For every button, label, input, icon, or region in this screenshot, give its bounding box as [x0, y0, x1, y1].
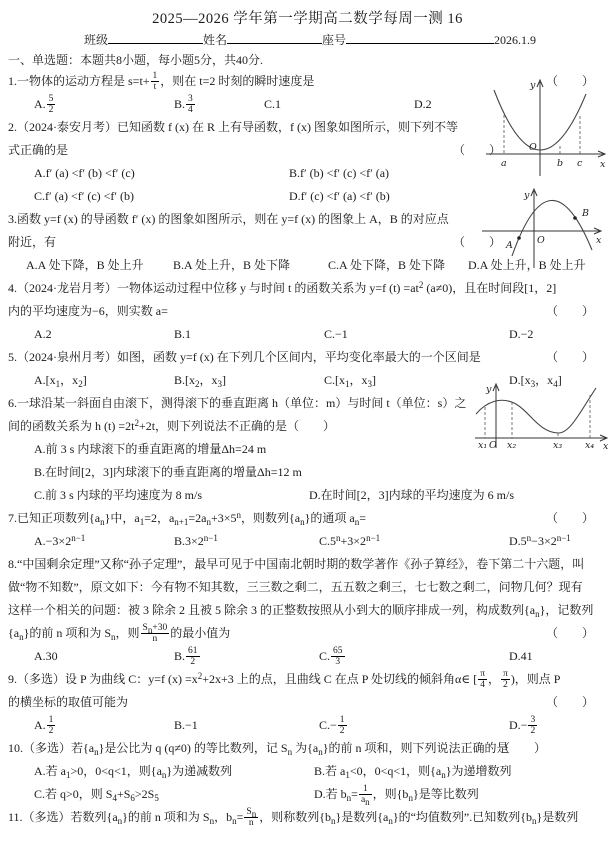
section-1-heading: 一、单选题：本题共8小题，每小题5分，共40分. — [8, 53, 264, 67]
q2-option-a: A.f′ (a) <f′ (b) <f′ (c) — [34, 166, 135, 180]
q1-text: 1.一物体的运动方程是 s=t+ $\frac{1}{t}$ ，则在 t=2 时刻的瞬时速度是 — [8, 70, 315, 92]
q5-graph-x-label: x — [603, 441, 609, 452]
q5-graph-tick-x3: x₃ — [553, 440, 563, 451]
question-4-stem-line1 — [8, 277, 607, 300]
question-10-stem — [8, 737, 607, 760]
name-blank-line — [227, 30, 322, 44]
question-9-stem-line2 — [8, 691, 607, 714]
q9-option-a: A. $\frac{1}{2}$ — [34, 714, 54, 736]
question-10-options-row2 — [8, 783, 607, 806]
q2-graph-y-label: y — [530, 80, 536, 91]
q4-text-2: 内的平均速度为−6，则实数 a= — [8, 304, 168, 318]
q8-text-4: $\{a_n\}$的前 n 项和为 $S_n$，则 $\frac{S_n+30}{n}$ 的最小值为 — [8, 622, 231, 644]
seat-blank-line — [346, 30, 494, 44]
q1-option-b: B. $\frac{3}{4}$ — [174, 93, 193, 115]
question-8-stem-line1 — [8, 553, 607, 576]
q3-option-b: B.A 处上升，B 处下降 — [173, 258, 291, 272]
q8-text-3: 这样一个相关的问题：被 3 除余 2 且被 5 除余 3 的正整数按照从小到大的顺序排成一列，构成数列$\{a_n\}$，记数列 — [8, 603, 594, 619]
q5-answer-brackets: （ ） — [546, 350, 595, 364]
q6-text-1: 6.一球沿某一斜面自由滚下，测得滚下的垂直距离 h（单位：m）与时间 t（单位：s）之 — [8, 396, 467, 410]
q5-option-c: $C.[x_1$，$x_3$] — [324, 373, 377, 389]
q8-answer-brackets: （ ） — [546, 626, 595, 640]
q7-option-b: $B.3\times 2^{n-1}$ — [174, 533, 218, 548]
question-11-stem — [8, 806, 607, 829]
q1-option-c: C.1 — [264, 97, 282, 111]
question-4-options — [8, 323, 607, 346]
question-8-options — [8, 645, 607, 668]
q1-option-a: A. $\frac{5}{2}$ — [34, 93, 54, 115]
q2-option-d: D.f′ (c) <f′ (a) <f′ (b) — [289, 189, 390, 203]
q2-graph-origin-label: O — [529, 142, 537, 153]
q2-graph-tick-c: c — [577, 158, 583, 169]
q10-option-d: D.若 $b_n=$ $\frac{1}{a_n}$ ，则$\{b_n\}$是等比数列 — [314, 783, 479, 807]
q2-text-1: 2.（2024·泰安月考）已知函数 f (x) 在 R 上有导函数，f (x) 图象如图所示，则下列不等 — [8, 120, 458, 134]
question-5-stem — [8, 346, 607, 369]
q3-text-2: 附近，有 — [8, 235, 57, 249]
q3-graph-x-label: x — [596, 235, 602, 246]
name-label: 姓名 — [203, 33, 228, 47]
question-6-options-cd — [8, 484, 607, 507]
class-blank-line — [108, 30, 203, 44]
q9-text-1: 9.（多选）设 P 为曲线 C：y=f $(x) =x^2+2x+3$ 上的点，且曲线 C 在点 P 处切线的倾斜角α∈ [ $\frac{\pi}{4}$ ， $\frac{\pi}{2}$ )，则点 P — [8, 668, 561, 690]
q9-option-d: D.− $\frac{3}{2}$ — [509, 714, 536, 736]
question-9-options — [8, 714, 607, 737]
q9-option-c: C.− $\frac{1}{2}$ — [319, 714, 345, 736]
question-6-option-b — [8, 461, 607, 484]
question-7-options — [8, 530, 607, 553]
q5-option-a: $A.[x_1$，$x_2$] — [34, 373, 87, 389]
q3-graph-origin-label: O — [537, 235, 545, 246]
q4-option-d: D.−2 — [509, 327, 534, 341]
q6-option-d: D.在时间[2，3]内球的平均速度为 6 m/s — [309, 488, 514, 502]
question-8-stem-line3 — [8, 599, 607, 622]
q10-answer-brackets: （ ） — [498, 741, 547, 755]
q7-text: 7.已知正项数列$\{a_n\}$中，$a_1=2$，$a_{n+1}=2a_n+3\times 5^n$，则数列$\{a_n\}$的通项 $a_n=$ — [8, 510, 366, 527]
q2-option-b: B.f′ (b) <f′ (c) <f′ (a) — [289, 166, 390, 180]
q3-text-1: 3.函数 y=f (x) 的导函数 f′ (x) 的图象如图所示，则在 y=f (x) 的图象上 A，B 的对应点 — [8, 212, 449, 226]
q5-graph-tick-x2: x₂ — [507, 440, 517, 451]
q7-option-c: $C.5^n+3\times 2^{n-1}$ — [319, 533, 381, 548]
q3-graph-point-a: A — [506, 240, 513, 251]
question-7-stem — [8, 507, 607, 530]
q6-option-b: B.在时间[2，3]内球滚下的垂直距离的增量Δh=12 m — [34, 465, 302, 479]
q7-answer-brackets: （ ） — [546, 511, 595, 525]
q8-option-d: D.41 — [509, 649, 533, 663]
q8-text-1: 8.“中国剩余定理”又称“孙子定理”，最早可见于中国南北朝时期的数学著作《孙子算经》，卷下第二十六题，叫 — [8, 557, 585, 571]
q2-answer-brackets: （ ） — [453, 143, 502, 157]
q6-option-a: A.前 3 s 内球滚下的垂直距离的增量Δh=24 m — [34, 442, 267, 456]
q8-text-2: 做“物不知数”，原文如下：今有物不知其数，三三数之剩二，五五数之剩三，七七数之剩二，问物几何？现有 — [8, 580, 583, 594]
q1-option-d: D.2 — [414, 97, 432, 111]
q3-graph-y-label: y — [524, 190, 530, 201]
seat-label: 座号 — [322, 33, 347, 47]
page-title: 2025—2026 学年第一学期高二数学每周一测 16 — [152, 11, 463, 27]
q2-graph-tick-a: a — [501, 158, 507, 169]
q2-option-c: C.f′ (a) <f′ (c) <f′ (b) — [34, 189, 135, 203]
q10-text: 10.（多选）若$\{a_n\}$是公比为 q (q≠0) 的等比数列，记 $S_n$ 为$\{a_n\}$的前 n 项和，则下列说法正确的是 — [8, 741, 509, 757]
q5-text: 5.（2024·泉州月考）如图，函数 y=f (x) 在下列几个区间内，平均变化率最大的一个区间是 — [8, 350, 481, 364]
q3-option-c: C.A 处下降，B 处下降 — [328, 258, 446, 272]
q8-option-b: B. $\frac{61}{2}$ — [174, 645, 198, 667]
q2-graph-x-label: x — [600, 159, 606, 170]
q2-parabola-graph — [482, 76, 612, 184]
q8-option-c: C. $\frac{65}{3}$ — [319, 645, 343, 667]
q5-graph-tick-x4: x₄ — [585, 440, 595, 451]
q9-option-b: B.−1 — [174, 718, 198, 732]
question-4-stem-line2 — [8, 300, 607, 323]
exam-date: 2026.1.9 — [494, 33, 537, 47]
q4-option-a: A.2 — [34, 327, 52, 341]
q10-option-b: B.若 $a_1<0$，0<q<1，则$\{a_n\}$为递增数列 — [314, 764, 512, 780]
q5-average-rate-graph — [472, 382, 614, 458]
question-9-stem-line1 — [8, 668, 607, 691]
question-8-stem-line2 — [8, 576, 607, 599]
q4-answer-brackets: （ ） — [546, 304, 595, 318]
q10-option-c: C.若 q>0，则 $S_4+S_6>2S_5$ — [34, 787, 159, 803]
q3-derivative-graph — [478, 186, 610, 274]
header-fields — [8, 30, 607, 50]
q2-graph-tick-b: b — [557, 158, 564, 169]
q5-graph-tick-x1: x₁ — [478, 440, 488, 451]
class-label: 班级 — [84, 33, 109, 47]
q5-graph-y-label: y — [486, 384, 492, 395]
q5-graph-origin-label: O — [489, 440, 497, 451]
q2-text-2: 式正确的是 — [8, 143, 69, 157]
q3-graph-point-b: B — [582, 208, 589, 219]
q4-option-b: B.1 — [174, 327, 192, 341]
q11-text: 11.（多选）若数列$\{a_n\}$的前 n 项和为 $S_n$，$b_n=$ $\frac{S_n}{n}$ ，则称数列$\{b_n\}$是数列$\{a_n\}$的“均值数列”.已知数列$\{b_n\}$是数列 — [8, 806, 579, 828]
q4-text-1: 4.（2024·龙岩月考）一物体运动过程中位移 y 与时间 t 的函数关系为 y=f $(t) =at^2$ (a≠0)，且在时间段[1，2] — [8, 280, 557, 295]
q5-option-b: $B.[x_2$，$x_3$] — [174, 373, 227, 389]
q7-option-a: $A.-3\times 2^{n-1}$ — [34, 533, 86, 548]
q3-option-d: D.A 处上升，B 处上升 — [468, 258, 586, 272]
q10-option-a: A.若 $a_1>0$，0<q<1，则$\{a_n\}$为递减数列 — [34, 764, 233, 780]
q9-answer-brackets: （ ） — [546, 695, 595, 709]
q8-option-a: A.30 — [34, 649, 58, 663]
q6-option-c: C.前 3 s 内球的平均速度为 8 m/s — [34, 488, 203, 502]
question-8-stem-line4 — [8, 622, 607, 645]
q5-option-d: $D.[x_3$，$x_4$] — [509, 373, 562, 389]
q3-answer-brackets: （ ） — [453, 235, 502, 249]
question-10-options-row1 — [8, 760, 607, 783]
q3-option-a: A.A 处下降，B 处上升 — [26, 258, 144, 272]
q4-option-c: C.−1 — [324, 327, 348, 341]
q7-option-d: $D.5^n-3\times 2^{n-1}$ — [509, 533, 571, 548]
q1-answer-brackets: （ ） — [546, 74, 595, 88]
q9-text-2: 的横坐标的取值可能为 — [8, 695, 129, 709]
q6-text-2: 间的函数关系为 h $(t) =2t^2+2t$，则下列说法不正确的是（ ） — [8, 418, 336, 433]
